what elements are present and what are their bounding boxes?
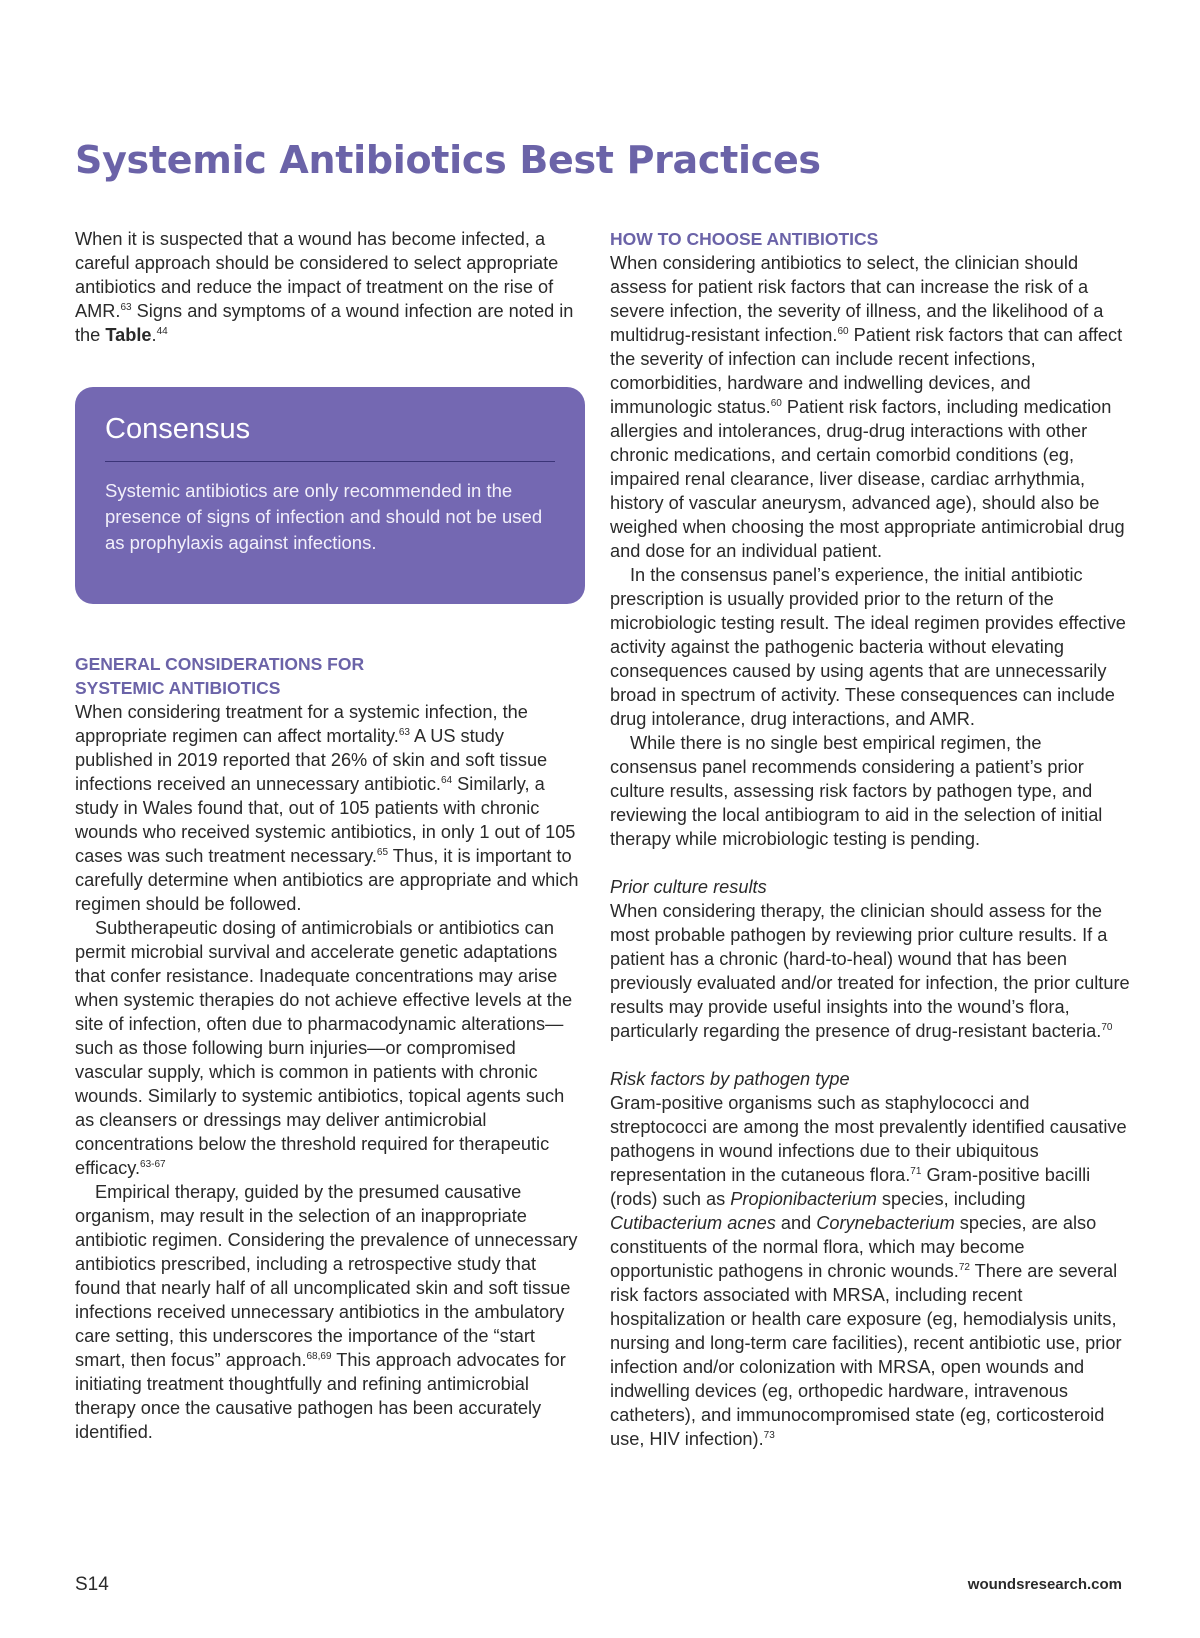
ref-sup: 60 (837, 326, 849, 337)
consensus-title: Consensus (105, 409, 555, 462)
table-reference: Table (105, 325, 152, 345)
ref-sup: 70 (1101, 1022, 1113, 1033)
species-name: Propionibacterium (730, 1189, 877, 1209)
choose-paragraph-1 (610, 251, 1130, 563)
page-title: Systemic Antibiotics Best Practices (75, 138, 821, 182)
risk-factors-paragraph (610, 1091, 1130, 1451)
ref-sup: 71 (910, 1166, 922, 1177)
text: Patient risk factors that can affect the severity of infection can include recent infections, comorbidities, hardware and indwelling devices, and immunologic status. (610, 325, 1123, 417)
general-paragraph-3 (75, 1180, 585, 1444)
text: Empirical therapy, guided by the presumed causative organism, may result in the selection of an inappropriate antibiotic regimen. Considering the prevalence of unnecessary antibiotics prescribed, including a retrospective study that found that nearly half of all uncomplicated skin and soft tissue infections received unnecessary antibiotics in the ambulatory care setting, this underscores the importance of the “start smart, then focus” approach. (75, 1182, 578, 1370)
spacer (610, 1043, 1130, 1067)
general-paragraph-2 (75, 916, 585, 1180)
prior-culture-paragraph (610, 899, 1130, 1043)
heading-line-1: GENERAL CONSIDERATIONS FOR (75, 654, 365, 674)
section-heading-choose: HOW TO CHOOSE ANTIBIOTICS (610, 229, 879, 249)
text: Patient risk factors, including medication allergies and intolerances, drug-drug interactions with other chronic medications, and certain comorbid conditions (eg, impaired renal clearance, liver disease, cardiac arrhythmia, history of vascular aneurysm, advanced age), should also be weighed when choosing the most appropriate antimicrobial drug and dose for an individual patient. (610, 397, 1125, 561)
text: There are several risk factors associated with MRSA, including recent hospitalization or health care exposure (eg, hemodialysis units, nursing and long-term care facilities), recent antibiotic use, prior infection and/or colonization with MRSA, open wounds and indwelling devices (eg, orthopedic hardware, intravenous catheters), and immunocompromised state (eg, corticosteroid use, HIV infection). (610, 1261, 1122, 1449)
ref-sup: 63-67 (140, 1159, 166, 1170)
ref-sup: 44 (156, 326, 168, 337)
subheading-prior-culture: Prior culture results (610, 877, 767, 897)
species-name: Corynebacterium (816, 1213, 955, 1233)
consensus-box (75, 387, 585, 604)
text: and (775, 1213, 817, 1233)
left-column (75, 227, 585, 1444)
intro-text-3: . (151, 325, 157, 345)
ref-sup: 68,69 (306, 1351, 332, 1362)
species-name: Cutibacterium acnes (610, 1213, 776, 1233)
page-number: S14 (75, 1574, 109, 1595)
intro-text-1: When it is suspected that a wound has become infected, a careful approach should be considered to select appropriate antibiotics and reduce the impact of treatment on the rise of AMR. (75, 229, 559, 321)
general-paragraph-1 (75, 700, 585, 916)
text: Gram-positive organisms such as staphylococci and streptococci are among the most prevalently identified causative pathogens in wound infections due to their ubiquitous representation in the cutaneous flora. (610, 1093, 1127, 1185)
text: A US study published in 2019 reported that 26% of skin and soft tissue infections received an unnecessary antibiotic. (75, 726, 548, 794)
text: species, are also constituents of the normal flora, which may become opportunistic pathogens in chronic wounds. (610, 1213, 1097, 1281)
text: This approach advocates for initiating treatment thoughtfully and refining antimicrobial therapy once the causative pathogen has been accurately identified. (75, 1350, 566, 1442)
ref-sup: 65 (376, 847, 389, 858)
ref-sup: 63 (398, 727, 410, 738)
intro-paragraph (75, 227, 585, 347)
right-column (610, 227, 1130, 1451)
text: Similarly, a study in Wales found that, out of 105 patients with chronic wounds who received systemic antibiotics, in only 1 out of 105 cases was such treatment necessary. (75, 774, 576, 866)
ref-sup: 60 (770, 398, 782, 409)
ref-sup: 73 (763, 1430, 775, 1441)
text: When considering treatment for a systemic infection, the appropriate regimen can affect mortality. (75, 702, 528, 746)
spacer (610, 851, 1130, 875)
ref-sup: 64 (440, 775, 453, 786)
ref-sup: 63 (120, 302, 132, 313)
subheading-risk-factors: Risk factors by pathogen type (610, 1069, 850, 1089)
consensus-text: Systemic antibiotics are only recommended in the presence of signs of infection and should not be used as prophylaxis against infections. (105, 480, 543, 553)
text: When considering therapy, the clinician should assess for the most probable pathogen by reviewing prior culture results. If a patient has a chronic (hard-to-heal) wound that has been previously evaluated and/or treated for infection, the prior culture results may provide useful insights into the wound’s flora, particularly regarding the presence of drug-resistant bacteria. (610, 901, 1130, 1041)
heading-line-2: SYSTEMIC ANTIBIOTICS (75, 678, 281, 698)
choose-paragraph-2: In the consensus panel’s experience, the initial antibiotic prescription is usually provided prior to the return of the microbiologic testing result. The ideal regimen provides effective activity against the pathogenic bacteria without elevating consequences caused by using agents that are unnecessarily broad in spectrum of activity. These consequences can include drug intolerance, drug interactions, and AMR. (610, 565, 1126, 729)
text: When considering antibiotics to select, the clinician should assess for patient risk factors that can increase the risk of a severe infection, the severity of illness, and the likelihood of a multidrug-resistant infection. (610, 253, 1104, 345)
choose-paragraph-3: While there is no single best empirical regimen, the consensus panel recommends considering a patient’s prior culture results, assessing risk factors by pathogen type, and reviewing the local antibiogram to aid in the selection of initial therapy while microbiologic testing is pending. (610, 733, 1103, 849)
text: Thus, it is important to carefully determine when antibiotics are appropriate and which regimen should be followed. (75, 846, 579, 914)
intro-text-2: Signs and symptoms of a wound infection are noted in the (75, 301, 574, 345)
text: species, including (876, 1189, 1026, 1209)
ref-sup: 72 (958, 1262, 970, 1273)
section-heading-general (75, 652, 585, 700)
text: Subtherapeutic dosing of antimicrobials or antibiotics can permit microbial survival and accelerate genetic adaptations that confer resistance. Inadequate concentrations may arise when systemic therapies do not achieve effective levels at the site of infection, often due to pharmacodynamic alterations—such as those following burn injuries—or compromised vascular supply, which is common in patients with chronic wounds. Similarly to systemic antibiotics, topical agents such as cleansers or dressings may deliver antimicrobial concentrations below the threshold required for therapeutic efficacy. (75, 918, 573, 1178)
footer-website: woundsresearch.com (967, 1576, 1122, 1593)
text: Gram-positive bacilli (rods) such as (610, 1165, 1091, 1209)
